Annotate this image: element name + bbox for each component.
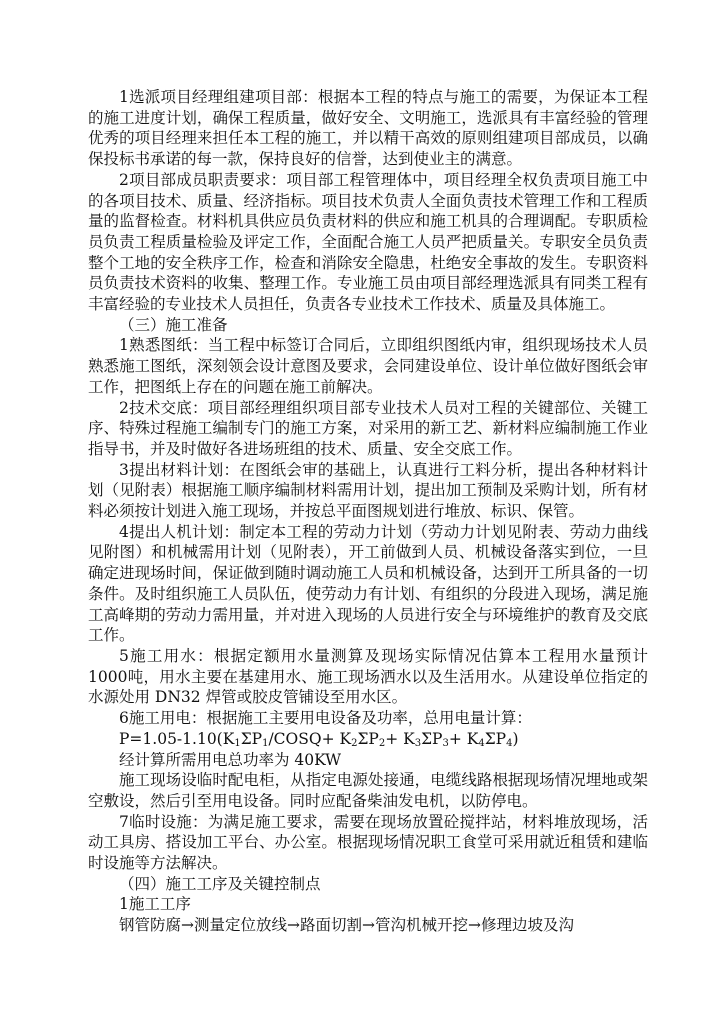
paragraph-technical-briefing: 2技术交底：项目部经理组织项目部专业技术人员对工程的关键部位、关键工序、特殊过程施工编制专门的施工方案，对采用的新工艺、新材料应编制施工作业指导书，并及时做好各进场班组的技术、质量、安全交底工作。 xyxy=(88,398,648,458)
paragraph-material-plan: 3提出材料计划：在图纸会审的基础上，认真进行工料分析，提出各种材料计划（见附表）根据施工顺序编制材料需用计划，提出加工预制及采购计划，所有材料必须按计划进入施工现场，并按总平面图规划进行堆放、标识、保管。 xyxy=(88,460,648,521)
paragraph-total-power: 经计算所需用电总功率为 40KW xyxy=(119,750,342,769)
paragraph-drawings: 1熟悉图纸：当工程中标签订合同后，立即组织图纸内审，组织现场技术人员熟悉施工图纸，深刻领会设计意图及要求，会同建设单位、设计单位做好图纸会审工作，把图纸上存在的问题在施工前解决。 xyxy=(88,336,648,396)
paragraph-water-supply: 5施工用水：根据定额用水量测算及现场实际情况估算本工程用水量预计 1000吨，用水主要在基建用水、施工现场洒水以及生活用水。从建设单位指定的水源处用 DN32 焊管或胶皮管铺设至用水区。 xyxy=(88,646,648,707)
paragraph-power-supply: 6施工用电：根据施工主要用电设备及功率，总用电量计算： xyxy=(119,709,532,728)
section-heading-procedures: （四）施工工序及关键控制点 xyxy=(119,874,321,893)
document-page xyxy=(88,87,648,936)
paragraph-procedure-flow: 钢管防腐→测量定位放线→路面切割→管沟机械开挖→修理边坡及沟 xyxy=(119,916,574,935)
section-heading-preparation: （三）施工准备 xyxy=(119,315,228,334)
subheading-procedure: 1施工工序 xyxy=(119,895,191,914)
paragraph-project-manager: 1选派项目经理组建项目部：根据本工程的特点与施工的需要，为保证本工程的施工进度计划，确保工程质量，做好安全、文明施工，选派具有丰富经验的管理优秀的项目经理来担任本工程的施工，并以精干高效的原则组建项目部成员，以确保投标书承诺的每一款，保持良好的信誉，达到使业主的满意。 xyxy=(88,88,648,169)
paragraph-distribution-cabinet: 施工现场设临时配电柜，从指定电源处接通，电缆线路根据现场情况埋地或架空敷设，然后引至用电设备。同时应配备柴油发电机，以防停电。 xyxy=(88,771,648,810)
paragraph-labor-machine-plan: 4提出人机计划：制定本工程的劳动力计划（劳动力计划见附表、劳动力曲线见附图）和机械需用计划（见附表），开工前做到人员、机械设备落实到位，一旦确定进现场时间，保证做到随时调动施工人员和机械设备，达到开工所具备的一切条件。及时组织施工人员队伍，使劳动力有计划、有组织的分段进入现场，满足施工高峰期的劳动力需用量，并对进入现场的人员进行安全与环境维护的教育及交底工作。 xyxy=(88,522,648,645)
paragraph-team-duties: 2项目部成员职责要求：项目部工程管理体中，项目经理全权负责项目施工中的各项目技术、质量、经济指标。项目技术负责人全面负责技术管理工作和工程质量的监督检查。材料机具供应员负责材料的供应和施工机具的合理调配。专职质检员负责工程质量检验及评定工作，全面配合施工人员严把质量关。专职安全员负责整个工地的安全秩序工作，检查和消除安全隐患，杜绝安全事故的发生。专职资料员负责技术资料的收集、整理工作。专业施工员由项目部经理选派具有同类工程有丰富经验的专业技术人员担任，负责各专业技术工作技术、质量及具体施工。 xyxy=(88,170,648,314)
power-formula: $P=1.05-1.10(K_1\Sigma P_1/COSQ+ K_2\Sigma P_2+ K_3\Sigma P_3+ K_4\Sigma P_4)$ xyxy=(119,729,519,749)
paragraph-temporary-facilities: 7临时设施：为满足施工要求，需要在现场放置砼搅拌站，材料堆放现场，活动工具房、搭设加工平台、办公室。根据现场情况职工食堂可采用就近租赁和建临时设施等方法解决。 xyxy=(88,812,648,873)
